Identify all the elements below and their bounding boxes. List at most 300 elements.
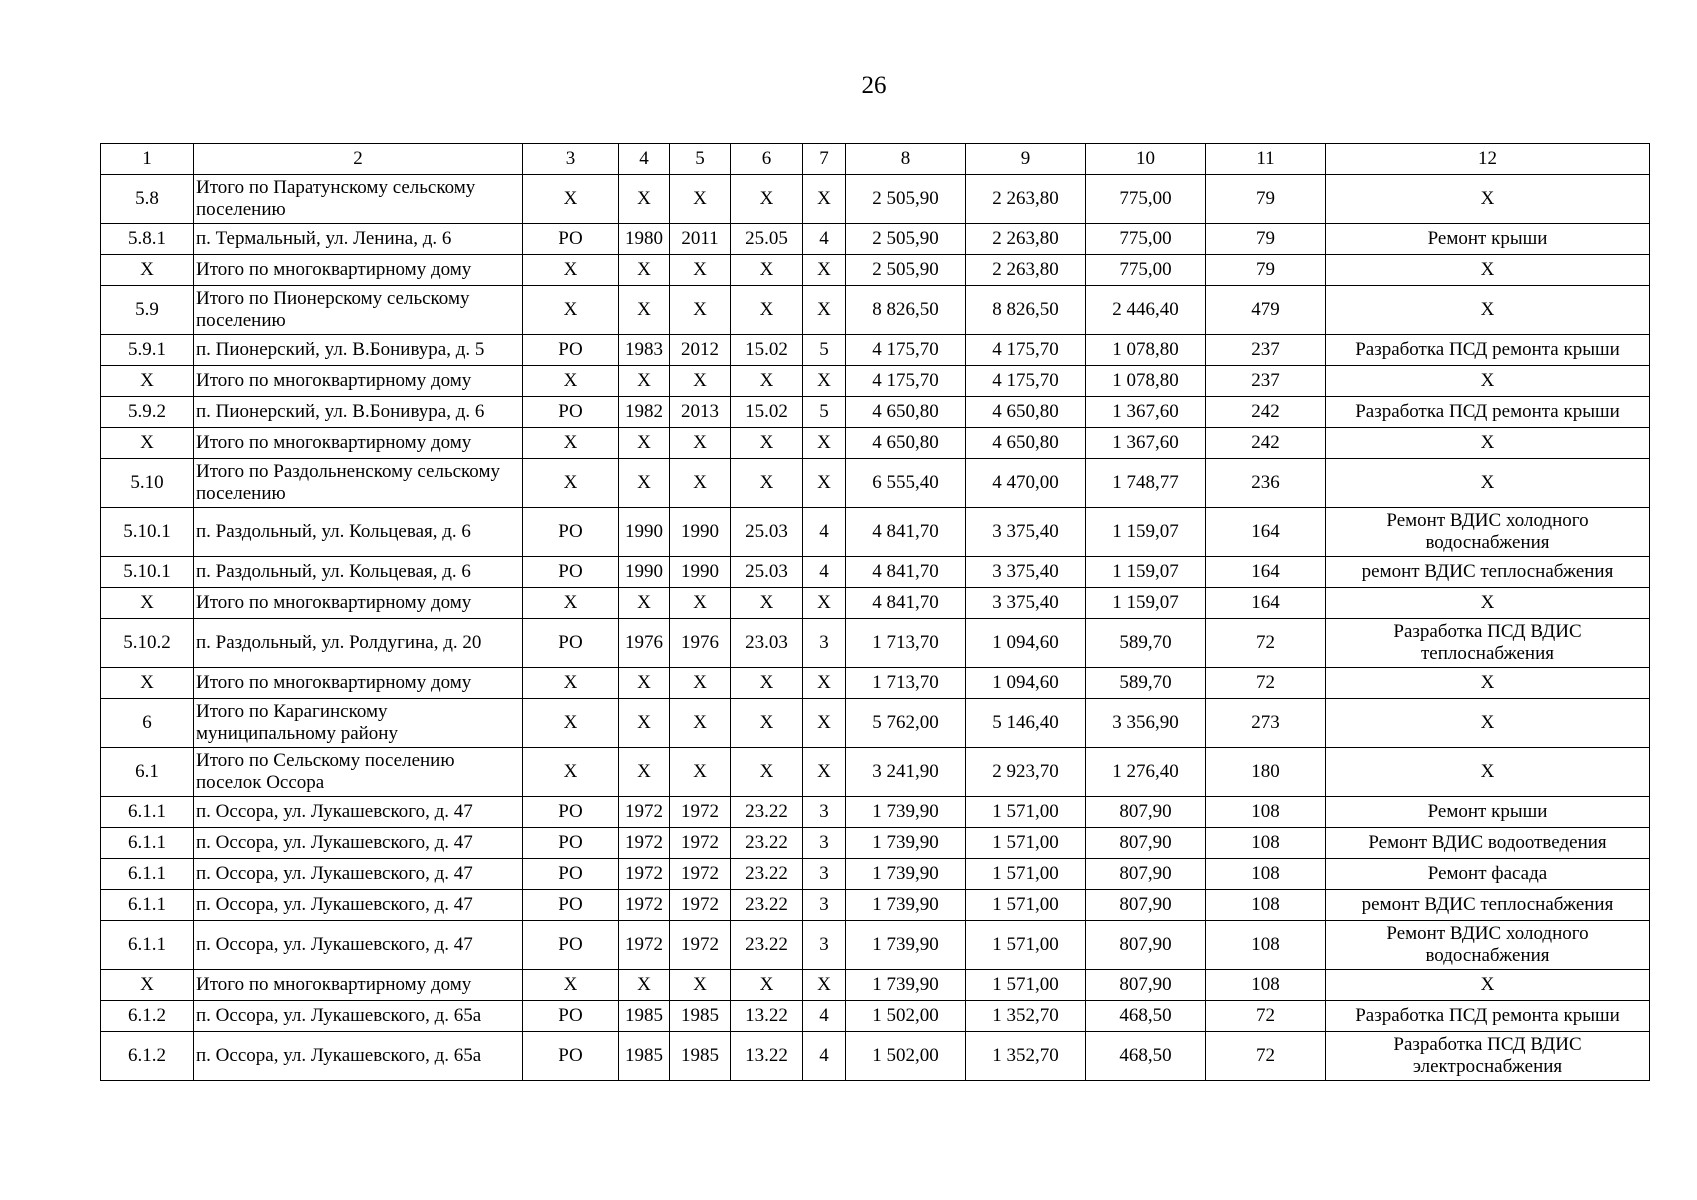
table-cell: X [731, 175, 803, 224]
column-number: 9 [966, 144, 1086, 175]
table-cell: 4 650,80 [846, 428, 966, 459]
table-cell: X [1326, 748, 1650, 797]
table-cell: Итого по многоквартирному дому [194, 668, 523, 699]
table-cell: X [1326, 255, 1650, 286]
table-cell: 3 [803, 619, 846, 668]
table-cell: 1972 [619, 921, 670, 970]
table-cell: 1 367,60 [1086, 428, 1206, 459]
table-cell: 6.1 [101, 748, 194, 797]
table-cell: 108 [1206, 890, 1326, 921]
table-cell: X [619, 668, 670, 699]
table-cell: 1990 [619, 557, 670, 588]
table-cell: 807,90 [1086, 970, 1206, 1001]
table-cell: п. Раздольный, ул. Кольцевая, д. 6 [194, 557, 523, 588]
table-cell: 1 739,90 [846, 890, 966, 921]
table-cell: Разработка ПСД ремонта крыши [1326, 335, 1650, 366]
table-cell: X [101, 255, 194, 286]
table-cell: РО [523, 335, 619, 366]
table-cell: X [1326, 970, 1650, 1001]
table-cell: 6.1.1 [101, 859, 194, 890]
table-cell: 72 [1206, 1001, 1326, 1032]
table-cell: 1985 [670, 1001, 731, 1032]
table-cell: 589,70 [1086, 668, 1206, 699]
table-cell: Разработка ПСД ремонта крыши [1326, 397, 1650, 428]
table-cell: 23.22 [731, 921, 803, 970]
column-number: 10 [1086, 144, 1206, 175]
table-cell: 1 739,90 [846, 859, 966, 890]
table-row [101, 255, 1650, 286]
table-cell: 1983 [619, 335, 670, 366]
table-row [101, 588, 1650, 619]
table-cell: 1990 [670, 557, 731, 588]
table-cell: 5 762,00 [846, 699, 966, 748]
table-cell: Итого по Карагинскому муниципальному району [194, 699, 523, 748]
table-cell: 1990 [619, 508, 670, 557]
table-cell: 108 [1206, 921, 1326, 970]
table-cell: 164 [1206, 508, 1326, 557]
table-cell: X [1326, 459, 1650, 508]
table-cell: 79 [1206, 255, 1326, 286]
table-cell: X [1326, 699, 1650, 748]
table-cell: 4 [803, 1001, 846, 1032]
table-cell: X [803, 286, 846, 335]
table-cell: РО [523, 224, 619, 255]
table-row [101, 748, 1650, 797]
table-cell: РО [523, 828, 619, 859]
table-cell: 1982 [619, 397, 670, 428]
table-cell: X [619, 748, 670, 797]
table-row [101, 508, 1650, 557]
table-cell: X [670, 286, 731, 335]
table-cell: 6.1.1 [101, 828, 194, 859]
table-cell: Итого по многоквартирному дому [194, 428, 523, 459]
table-cell: X [731, 459, 803, 508]
table-cell: 1976 [670, 619, 731, 668]
table-cell: X [803, 366, 846, 397]
table-cell: 4 650,80 [966, 428, 1086, 459]
table-row [101, 828, 1650, 859]
table-cell: X [619, 699, 670, 748]
table-cell: 72 [1206, 1032, 1326, 1081]
table-cell: п. Оссора, ул. Лукашевского, д. 47 [194, 859, 523, 890]
table-cell: X [1326, 428, 1650, 459]
table-cell: 5.10.1 [101, 508, 194, 557]
table-cell: 4 [803, 1032, 846, 1081]
table-cell: 2012 [670, 335, 731, 366]
table-cell: X [523, 366, 619, 397]
table-cell: 4 650,80 [846, 397, 966, 428]
column-number: 2 [194, 144, 523, 175]
column-number: 7 [803, 144, 846, 175]
table-cell: X [731, 699, 803, 748]
table-row [101, 859, 1650, 890]
table-cell: X [619, 175, 670, 224]
table-row [101, 970, 1650, 1001]
table-cell: Итого по Раздольненскому сельскому поселению [194, 459, 523, 508]
table-cell: X [619, 459, 670, 508]
table-cell: 108 [1206, 970, 1326, 1001]
table-cell: X [523, 255, 619, 286]
table-cell: 2013 [670, 397, 731, 428]
table-cell: Разработка ПСД ВДИС электроснабжения [1326, 1032, 1650, 1081]
table-cell: 1 159,07 [1086, 508, 1206, 557]
table-cell: 1 502,00 [846, 1032, 966, 1081]
table-cell: 3 356,90 [1086, 699, 1206, 748]
table-cell: 3 [803, 828, 846, 859]
table-cell: 1 739,90 [846, 828, 966, 859]
table-cell: 4 470,00 [966, 459, 1086, 508]
table-cell: X [1326, 668, 1650, 699]
table-cell: 8 826,50 [966, 286, 1086, 335]
table-cell: Ремонт ВДИС водоотведения [1326, 828, 1650, 859]
table-cell: 2 263,80 [966, 224, 1086, 255]
table-cell: X [523, 286, 619, 335]
table-cell: 3 [803, 890, 846, 921]
table-cell: 1 571,00 [966, 921, 1086, 970]
table-cell: X [803, 175, 846, 224]
table-cell: X [670, 588, 731, 619]
table-cell: 1980 [619, 224, 670, 255]
table-cell: 2 505,90 [846, 224, 966, 255]
table-cell: X [523, 428, 619, 459]
table-row [101, 619, 1650, 668]
table-cell: 1 571,00 [966, 859, 1086, 890]
table-cell: X [803, 588, 846, 619]
page-number: 26 [861, 72, 887, 99]
table-cell: РО [523, 1001, 619, 1032]
table-cell: 6.1.1 [101, 921, 194, 970]
table-cell: ремонт ВДИС теплоснабжения [1326, 890, 1650, 921]
table-cell: п. Раздольный, ул. Кольцевая, д. 6 [194, 508, 523, 557]
table-cell: 23.22 [731, 890, 803, 921]
table-cell: 1 078,80 [1086, 366, 1206, 397]
table-cell: 2 263,80 [966, 255, 1086, 286]
table-cell: X [670, 668, 731, 699]
table-cell: 6 555,40 [846, 459, 966, 508]
table-cell: 1972 [670, 859, 731, 890]
table-cell: X [803, 699, 846, 748]
table-cell: 775,00 [1086, 255, 1206, 286]
table-cell: 1 352,70 [966, 1001, 1086, 1032]
column-number: 8 [846, 144, 966, 175]
table-cell: РО [523, 557, 619, 588]
table-cell: 108 [1206, 828, 1326, 859]
table-cell: X [670, 428, 731, 459]
table-cell: п. Оссора, ул. Лукашевского, д. 47 [194, 890, 523, 921]
table-cell: 236 [1206, 459, 1326, 508]
table-cell: 1 352,70 [966, 1032, 1086, 1081]
table-row [101, 224, 1650, 255]
table-cell: 1 713,70 [846, 619, 966, 668]
table-cell: 1976 [619, 619, 670, 668]
table-cell: п. Оссора, ул. Лукашевского, д. 47 [194, 797, 523, 828]
table-cell: п. Пионерский, ул. В.Бонивура, д. 5 [194, 335, 523, 366]
table-cell: 5.10.2 [101, 619, 194, 668]
table-cell: Итого по многоквартирному дому [194, 255, 523, 286]
table-cell: 6.1.1 [101, 797, 194, 828]
table-cell: X [803, 255, 846, 286]
table-cell: 1985 [670, 1032, 731, 1081]
table-cell: 5 146,40 [966, 699, 1086, 748]
table-cell: 3 [803, 859, 846, 890]
table-cell: 6 [101, 699, 194, 748]
table-row [101, 175, 1650, 224]
table-cell: Итого по многоквартирному дому [194, 366, 523, 397]
table-cell: X [670, 699, 731, 748]
table-cell: X [803, 428, 846, 459]
table-cell: 25.03 [731, 508, 803, 557]
table-cell: X [670, 459, 731, 508]
table-cell: 775,00 [1086, 224, 1206, 255]
table-cell: 4 175,70 [846, 366, 966, 397]
table-cell: 13.22 [731, 1001, 803, 1032]
table-cell: X [619, 255, 670, 286]
table-cell: РО [523, 397, 619, 428]
table-cell: 4 841,70 [846, 588, 966, 619]
column-number: 12 [1326, 144, 1650, 175]
table-row [101, 1001, 1650, 1032]
table-cell: 23.03 [731, 619, 803, 668]
table-cell: 2 505,90 [846, 255, 966, 286]
table-cell: 25.03 [731, 557, 803, 588]
table-cell: 5.8 [101, 175, 194, 224]
table-cell: 1 739,90 [846, 797, 966, 828]
table-cell: X [731, 668, 803, 699]
table-cell: Итого по Пионерскому сельскому поселению [194, 286, 523, 335]
data-table [100, 143, 1650, 1081]
table-cell: 4 [803, 508, 846, 557]
table-row [101, 335, 1650, 366]
table-cell: 164 [1206, 588, 1326, 619]
table-cell: 1 739,90 [846, 970, 966, 1001]
table-cell: X [731, 366, 803, 397]
table-cell: п. Термальный, ул. Ленина, д. 6 [194, 224, 523, 255]
column-number: 1 [101, 144, 194, 175]
table-cell: 2 446,40 [1086, 286, 1206, 335]
table-cell: X [101, 366, 194, 397]
table-cell: п. Оссора, ул. Лукашевского, д. 47 [194, 921, 523, 970]
table-row [101, 890, 1650, 921]
table-cell: X [101, 668, 194, 699]
table-row [101, 1032, 1650, 1081]
table-cell: 1972 [670, 921, 731, 970]
table-cell: X [1326, 175, 1650, 224]
table-cell: X [670, 748, 731, 797]
table-cell: Ремонт крыши [1326, 797, 1650, 828]
table-cell: 1 713,70 [846, 668, 966, 699]
table-cell: 1990 [670, 508, 731, 557]
table-cell: 3 375,40 [966, 508, 1086, 557]
table-cell: 3 241,90 [846, 748, 966, 797]
table-cell: 3 375,40 [966, 557, 1086, 588]
table-cell: 273 [1206, 699, 1326, 748]
table-cell: X [619, 366, 670, 397]
table-cell: X [523, 588, 619, 619]
table-cell: Ремонт ВДИС холодного водоснабжения [1326, 921, 1650, 970]
table-cell: X [619, 970, 670, 1001]
table-cell: п. Оссора, ул. Лукашевского, д. 65а [194, 1032, 523, 1081]
table-cell: X [101, 588, 194, 619]
table-cell: 1 159,07 [1086, 588, 1206, 619]
table-cell: 5.8.1 [101, 224, 194, 255]
table-row [101, 668, 1650, 699]
table-cell: X [803, 970, 846, 1001]
table-cell: X [523, 970, 619, 1001]
table-cell: 4 [803, 557, 846, 588]
table-cell: 479 [1206, 286, 1326, 335]
table-cell: 807,90 [1086, 859, 1206, 890]
table-cell: X [670, 366, 731, 397]
table-cell: 775,00 [1086, 175, 1206, 224]
table-cell: 72 [1206, 619, 1326, 668]
table-cell: X [731, 255, 803, 286]
table-cell: п. Раздольный, ул. Ролдугина, д. 20 [194, 619, 523, 668]
table-row [101, 699, 1650, 748]
table-cell: 589,70 [1086, 619, 1206, 668]
table-row [101, 921, 1650, 970]
table-cell: Итого по Паратунскому сельскому поселению [194, 175, 523, 224]
table-row [101, 286, 1650, 335]
table-cell: 1972 [619, 828, 670, 859]
table-cell: X [670, 970, 731, 1001]
table-cell: X [523, 668, 619, 699]
table-cell: X [1326, 286, 1650, 335]
table-cell: X [731, 428, 803, 459]
table-cell: 807,90 [1086, 921, 1206, 970]
table-cell: X [1326, 588, 1650, 619]
table-cell: 4 175,70 [966, 366, 1086, 397]
table-cell: 2 263,80 [966, 175, 1086, 224]
table-cell: 3 [803, 921, 846, 970]
table-row [101, 797, 1650, 828]
table-cell: Разработка ПСД ВДИС теплоснабжения [1326, 619, 1650, 668]
table-row [101, 459, 1650, 508]
table-cell: 72 [1206, 668, 1326, 699]
table-row [101, 366, 1650, 397]
table-cell: X [619, 588, 670, 619]
column-number: 6 [731, 144, 803, 175]
table-cell: РО [523, 921, 619, 970]
table-cell: 5.9.1 [101, 335, 194, 366]
table-row [101, 428, 1650, 459]
table-cell: 6.1.2 [101, 1001, 194, 1032]
table-cell: 2 505,90 [846, 175, 966, 224]
table-cell: РО [523, 619, 619, 668]
table-cell: 5.9 [101, 286, 194, 335]
table-cell: X [1326, 366, 1650, 397]
table-cell: 25.05 [731, 224, 803, 255]
table-cell: 1972 [619, 859, 670, 890]
table-cell: 4 175,70 [966, 335, 1086, 366]
table-cell: 3 375,40 [966, 588, 1086, 619]
table-cell: 1 502,00 [846, 1001, 966, 1032]
table-cell: 15.02 [731, 335, 803, 366]
table-cell: 164 [1206, 557, 1326, 588]
table-cell: 6.1.1 [101, 890, 194, 921]
table-cell: 1 094,60 [966, 668, 1086, 699]
table-cell: Итого по многоквартирному дому [194, 588, 523, 619]
table-cell: 23.22 [731, 828, 803, 859]
table-cell: X [803, 459, 846, 508]
table-cell: 5 [803, 397, 846, 428]
table-cell: X [731, 588, 803, 619]
table-cell: X [731, 970, 803, 1001]
table-cell: 79 [1206, 175, 1326, 224]
table-cell: 1 159,07 [1086, 557, 1206, 588]
table-cell: 1972 [670, 797, 731, 828]
table-cell: X [523, 175, 619, 224]
table-cell: п. Пионерский, ул. В.Бонивура, д. 6 [194, 397, 523, 428]
table-cell: 5.10.1 [101, 557, 194, 588]
table-cell: РО [523, 508, 619, 557]
table-cell: РО [523, 890, 619, 921]
table-cell: 1 571,00 [966, 828, 1086, 859]
table-cell: 1 078,80 [1086, 335, 1206, 366]
table-cell: 4 650,80 [966, 397, 1086, 428]
table-cell: 4 841,70 [846, 508, 966, 557]
table-cell: X [731, 748, 803, 797]
table-cell: 108 [1206, 859, 1326, 890]
table-cell: Разработка ПСД ремонта крыши [1326, 1001, 1650, 1032]
table-cell: 23.22 [731, 859, 803, 890]
table-cell: 23.22 [731, 797, 803, 828]
table-cell: 1 367,60 [1086, 397, 1206, 428]
table-cell: 5 [803, 335, 846, 366]
table-cell: 1972 [670, 828, 731, 859]
table-cell: X [619, 428, 670, 459]
table-cell: X [101, 970, 194, 1001]
column-number: 3 [523, 144, 619, 175]
table-cell: 180 [1206, 748, 1326, 797]
table-cell: РО [523, 1032, 619, 1081]
table-cell: 79 [1206, 224, 1326, 255]
table-cell: 1 571,00 [966, 890, 1086, 921]
column-number-row [101, 144, 1650, 175]
table-cell: 237 [1206, 366, 1326, 397]
table-cell: 8 826,50 [846, 286, 966, 335]
table-cell: 5.10 [101, 459, 194, 508]
table-cell: X [619, 286, 670, 335]
table-cell: 807,90 [1086, 797, 1206, 828]
table-cell: 468,50 [1086, 1001, 1206, 1032]
table-cell: 1 276,40 [1086, 748, 1206, 797]
table-cell: 4 175,70 [846, 335, 966, 366]
table-cell: 2011 [670, 224, 731, 255]
table-cell: Ремонт ВДИС холодного водоснабжения [1326, 508, 1650, 557]
table-cell: X [803, 668, 846, 699]
table-cell: X [670, 175, 731, 224]
table-cell: X [670, 255, 731, 286]
table-cell: Итого по многоквартирному дому [194, 970, 523, 1001]
table-cell: 15.02 [731, 397, 803, 428]
table-cell: 468,50 [1086, 1032, 1206, 1081]
table-cell: 242 [1206, 428, 1326, 459]
table-cell: 2 923,70 [966, 748, 1086, 797]
table-cell: 237 [1206, 335, 1326, 366]
column-number: 4 [619, 144, 670, 175]
table-cell: 1 748,77 [1086, 459, 1206, 508]
table-cell: 1985 [619, 1001, 670, 1032]
table-cell: 1985 [619, 1032, 670, 1081]
table-cell: X [523, 748, 619, 797]
table-cell: 4 [803, 224, 846, 255]
table-cell: 1972 [619, 797, 670, 828]
table-cell: ремонт ВДИС теплоснабжения [1326, 557, 1650, 588]
table-cell: 1 571,00 [966, 970, 1086, 1001]
table-cell: 1972 [619, 890, 670, 921]
table-row [101, 557, 1650, 588]
table-cell: 4 841,70 [846, 557, 966, 588]
